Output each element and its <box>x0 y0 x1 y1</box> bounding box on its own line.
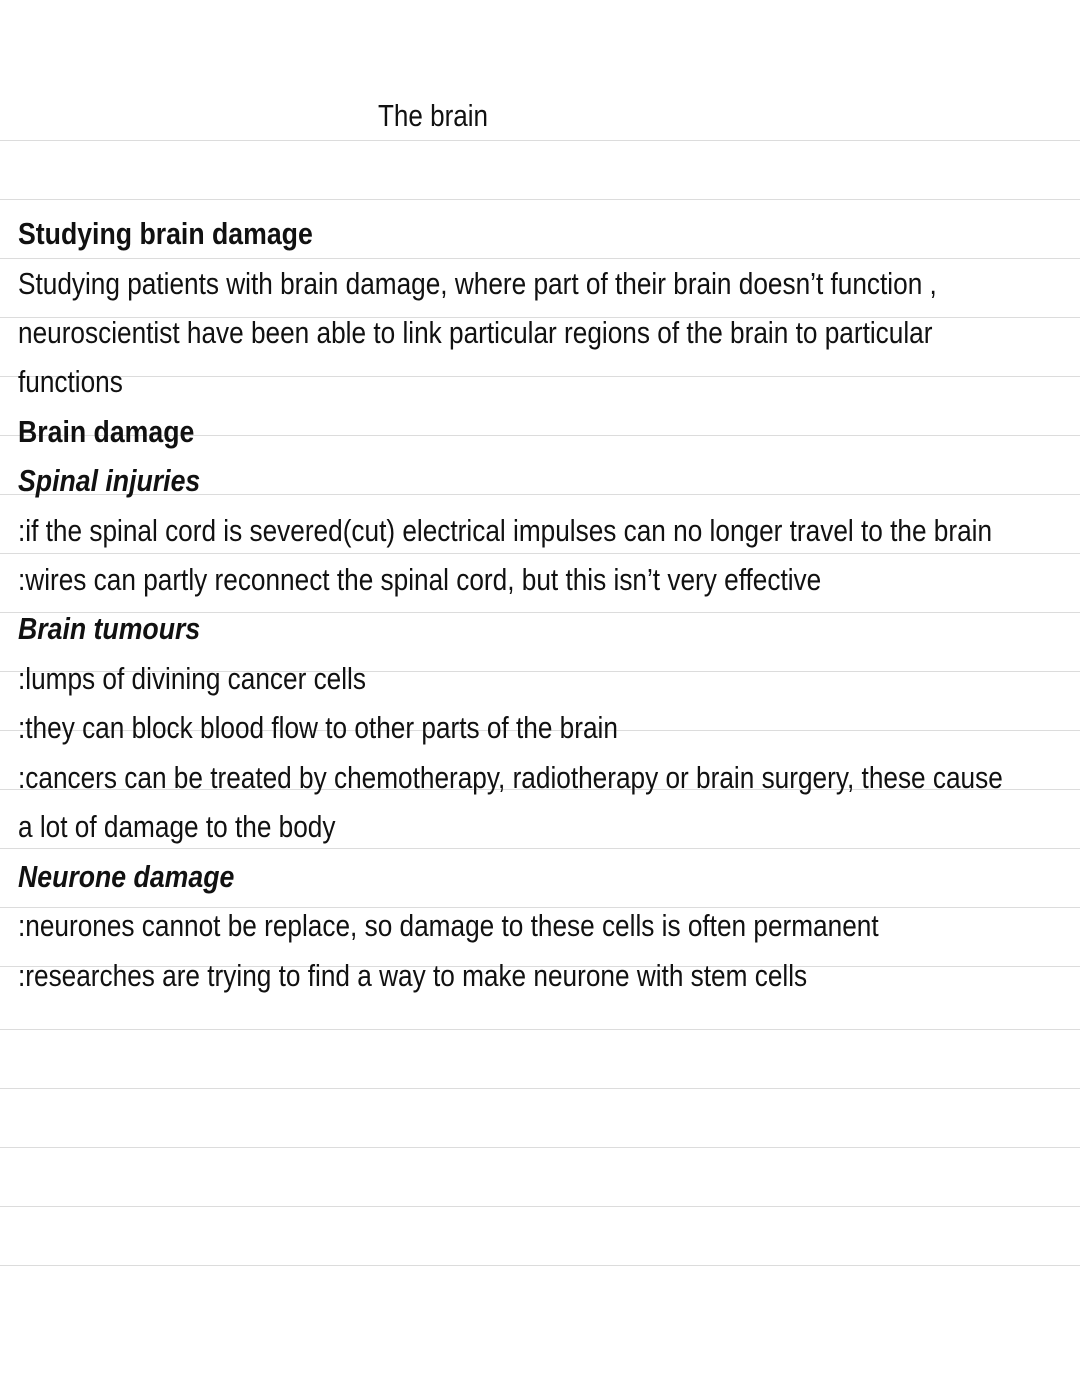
rule-line <box>0 1147 1080 1148</box>
intro-line-2: neuroscientist have been able to link particular regions of the brain to particular <box>18 315 933 350</box>
brain-tumours-point-1: :lumps of divining cancer cells <box>18 661 366 696</box>
rule-line <box>0 376 1080 377</box>
spinal-injuries-point-2: :wires can partly reconnect the spinal cord, but this isn’t very effective <box>18 562 822 597</box>
section-heading: Studying brain damage <box>18 216 313 251</box>
intro-line-1: Studying patients with brain damage, where part of their brain doesn’t function , <box>18 266 937 301</box>
rule-line <box>0 1088 1080 1089</box>
brain-tumours-point-3: :cancers can be treated by chemotherapy, radiotherapy or brain surgery, these cause <box>18 760 1003 795</box>
brain-tumours-point-2: :they can block blood flow to other parts of the brain <box>18 710 618 745</box>
brain-tumours-point-3-continued: a lot of damage to the body <box>18 809 336 844</box>
spinal-injuries-heading: Spinal injuries <box>18 463 201 498</box>
rule-line <box>0 258 1080 259</box>
brain-tumours-heading: Brain tumours <box>18 611 201 646</box>
rule-line <box>0 1265 1080 1266</box>
brain-damage-heading: Brain damage <box>18 414 195 449</box>
spinal-injuries-point-1: :if the spinal cord is severed(cut) electrical impulses can no longer travel to the brain <box>18 513 993 548</box>
neurone-damage-point-2: :researches are trying to find a way to make neurone with stem cells <box>18 958 808 993</box>
neurone-damage-heading: Neurone damage <box>18 859 235 894</box>
rule-line <box>0 1029 1080 1030</box>
rule-line <box>0 848 1080 849</box>
page-title: The brain <box>377 98 489 133</box>
rule-line <box>0 553 1080 554</box>
rule-line <box>0 140 1080 141</box>
rule-line <box>0 1206 1080 1207</box>
rule-line <box>0 199 1080 200</box>
neurone-damage-point-1: :neurones cannot be replace, so damage to these cells is often permanent <box>18 908 879 943</box>
intro-line-3: functions <box>18 364 123 399</box>
